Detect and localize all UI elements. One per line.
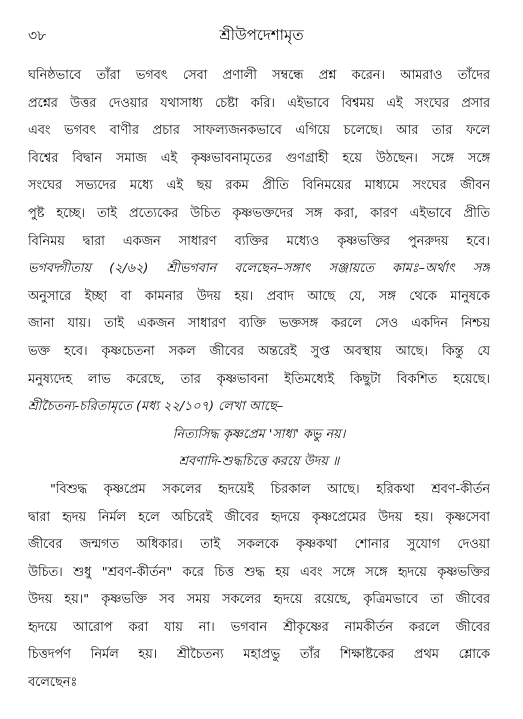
text-line: এবং ভগবৎ বাণীর প্রচার সাফল্যজনকভাবে এগিয়ে চলেছে। আর তার ফলে [28,123,490,139]
verse-line-2: শ্রবণাদি-শুদ্ধচিত্তে করয়ে উদয় ॥ [178,454,340,470]
text-line: বিনিময় দ্বারা একজন সাধারণ ব্যক্তির মধ্যেও কৃষ্ণভক্তির পুনরুদয় হবে। [28,233,490,249]
text-line: উচিত। শুধু "শ্রবণ-কীর্তন" করে চিত্ত শুদ্ধ হয় এবং সঙ্গে সঙ্গে হৃদয়ে কৃষ্ণভক্তির [28,564,490,580]
verse-line-1: নিত্যসিদ্ধ কৃষ্ণপ্রেম 'সাধ্য' কভু নয়। [172,426,346,442]
page-header [0,24,523,50]
gita-citation-line: ভগবদ্গীতায় (২/৬২) শ্রীভগবান বলেছেন–সঙ্গাৎ সঞ্জায়তে কামঃ–অর্থাৎ সঙ্গ [28,261,490,277]
paragraph-start: "বিশুদ্ধ কৃষ্ণপ্রেম সকলের হৃদয়েই চিরকাল আছে। হরিকথা শ্রবণ-কীর্তন [50,481,490,497]
text-line: পুষ্ট হচ্ছে। তাই প্রত্যেকের উচিত কৃষ্ণভক্তদের সঙ্গ করা, কারণ এইভাবে প্রীতি [28,205,490,221]
text-line: ভক্ত হবে। কৃষ্ণচেতনা সকল জীবের অন্তরেই সুপ্ত অবস্থায় আছে। কিন্তু যে [28,343,490,359]
page-body [28,62,490,697]
text-line: বলেছেনঃ [28,675,78,691]
cc-citation-line: শ্রীচৈতন্য-চরিতামৃতে (মধ্য ২২/১০৭) লেখা আছে– [28,399,284,415]
text-line: জীবের জন্মগত অধিকার। তাই সকলকে কৃষ্ণকথা শোনার সুযোগ দেওয়া [28,537,490,553]
page-number: ৩৮ [28,28,47,44]
running-title: শ্রীউপদেশামৃত [219,26,304,44]
text-line: উদয় হয়।" কৃষ্ণভক্তি সব সময় সকলের হৃদয়ে রয়েছে, কৃত্রিমভাবে তা জীবের [28,592,490,608]
text-line: ঘনিষ্ঠভাবে তাঁরা ভগবৎ সেবা প্রণালী সম্বন্ধে প্রশ্ন করেন। আমরাও তাঁদের [28,68,490,83]
text-line: প্রশ্নের উত্তর দেওয়ার যথাসাধ্য চেষ্টা করি। এইভাবে বিশ্বময় এই সংঘের প্রসার [28,95,490,111]
text-line: দ্বারা হৃদয় নির্মল হলে অচিরেই জীবের হৃদয়ে কৃষ্ণপ্রেমের উদয় হয়। কৃষ্ণসেবা [28,509,490,525]
text-line: চিত্তদর্পণ নির্মল হয়। শ্রীচৈতন্য মহাপ্রভু তাঁর শিক্ষাষ্টকের প্রথম শ্লোকে [28,647,490,663]
text-line: হৃদয়ে আরোপ করা যায় না। ভগবান শ্রীকৃষ্ণের নামকীর্তন করলে জীবের [28,619,490,635]
text-line: মনুষ্যদেহ লাভ করেছে, তার কৃষ্ণভাবনা ইতিমধ্যেই কিছুটা বিকশিত হয়েছে। [28,371,490,387]
text-line: অনুসারে ইচ্ছা বা কামনার উদয় হয়। প্রবাদ আছে যে, সঙ্গ থেকে মানুষকে [28,288,490,304]
text-line: সংঘের সভ্যদের মধ্যে এই ছয় রকম প্রীতি বিনিময়ের মাধ্যমে সংঘের জীবন [28,178,490,194]
text-line: জানা যায়। তাই একজন সাধারণ ব্যক্তি ভক্তসঙ্গ করলে সেও একদিন নিশ্চয় [28,316,490,332]
text-line: বিশ্বের বিদ্বান সমাজ এই কৃষ্ণভাবনামৃতের গুণগ্রাহী হয়ে উঠছেন। সঙ্গে সঙ্গে [28,150,490,166]
